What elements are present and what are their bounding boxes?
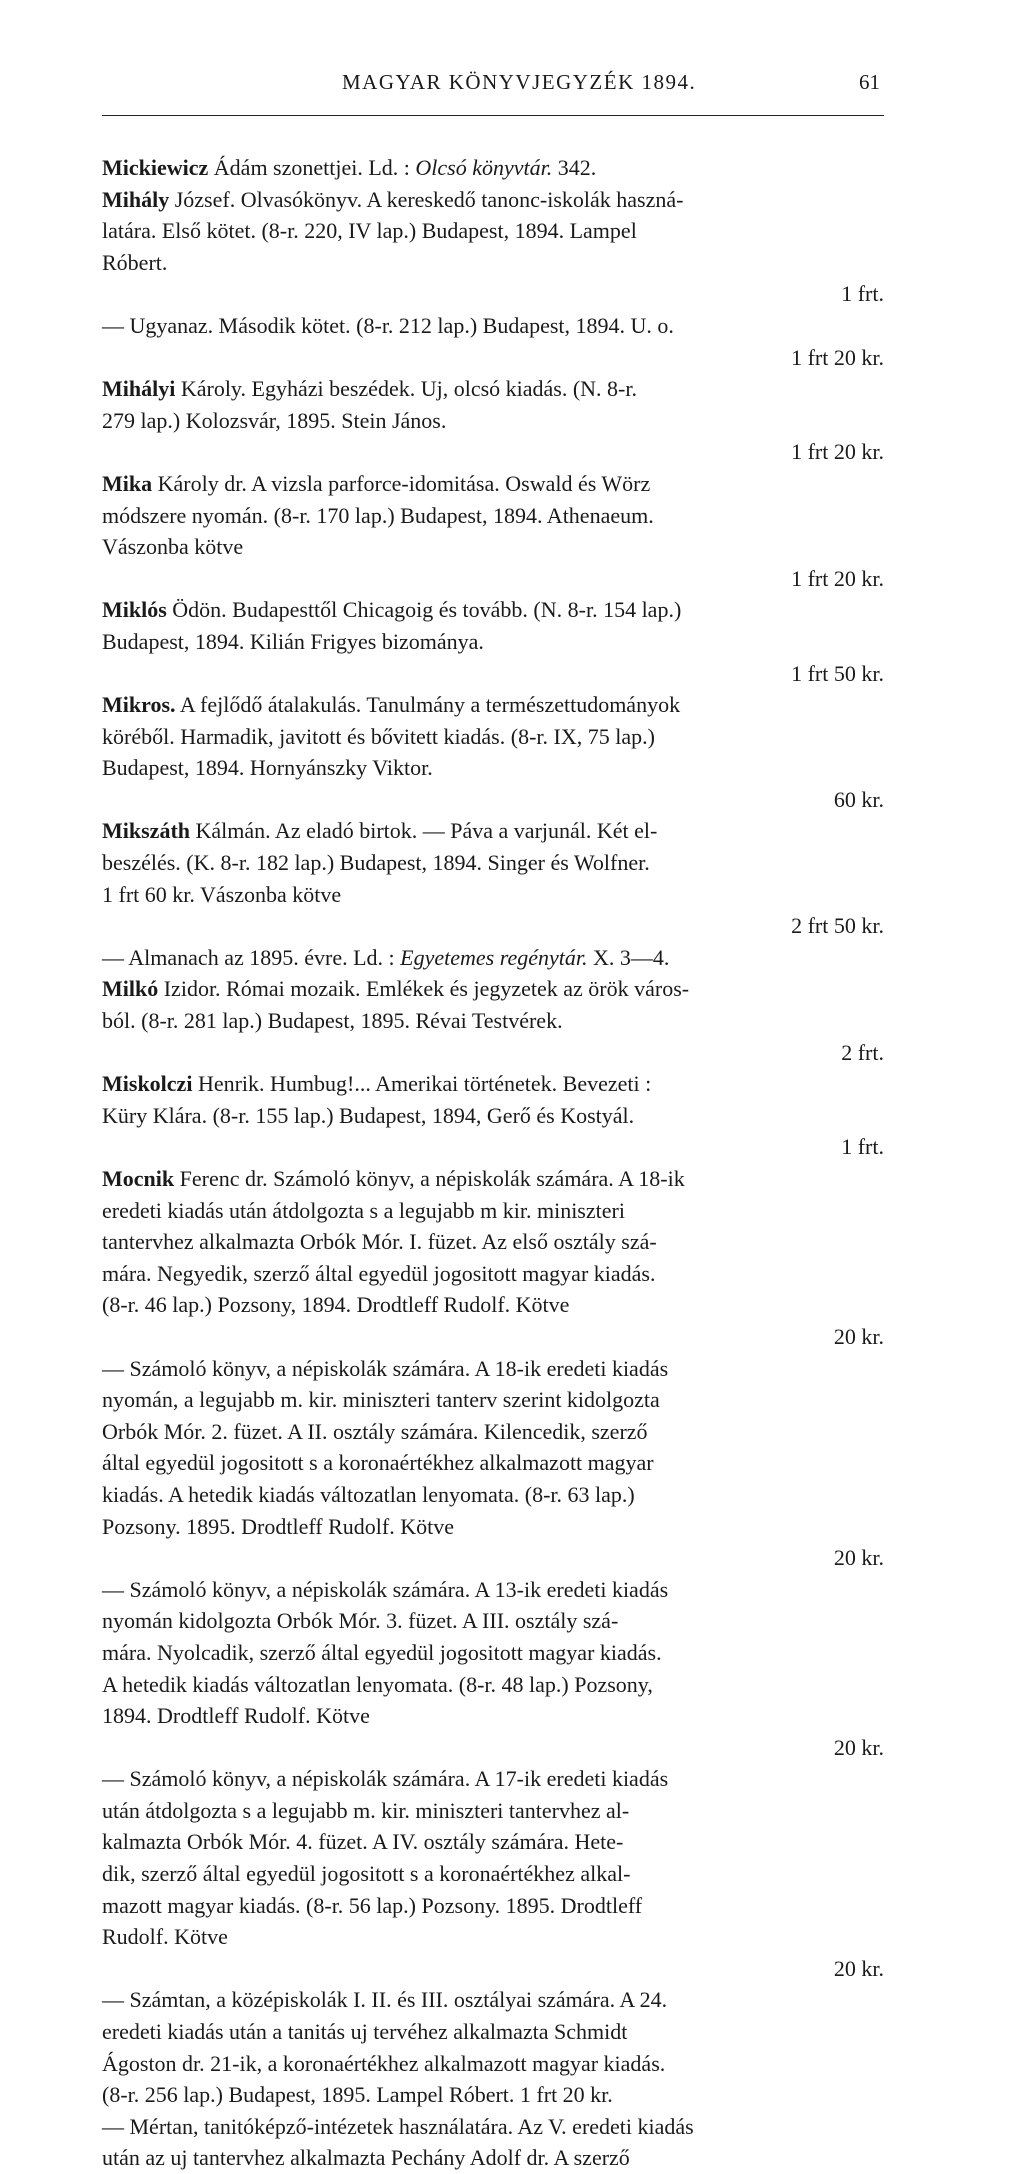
author-name: Mocnik [102,1166,175,1191]
entry-text: nyomán kidolgozta Orbók Mór. 3. füzet. A III. osztály szá- [102,1608,619,1634]
page [102,70,884,2174]
entry-line [102,1100,884,1132]
bibliography-entry [102,184,884,310]
entry-text: — Számoló könyv, a népiskolák számára. A 18-ik eredeti kiadás [102,1355,669,1381]
entry-text: Henrik. Humbug!... Amerikai történetek. Bevezeti : [192,1071,652,1097]
bibliography-entry [102,1763,884,1984]
bibliography-entry [102,1984,884,2110]
entry-line [142,342,884,374]
entry-line [142,563,884,595]
author-name: Miskolczi [102,1071,193,1097]
entry-text: A fejlődő átalakulás. Tanulmány a természettudományok [175,692,681,718]
entry-line [102,2142,884,2174]
entry-text: (8-r. 256 lap.) Budapest, 1895. Lampel Róbert. 1 frt 20 kr. [102,2082,613,2108]
entry-line [102,1258,884,1290]
entry-line [102,1353,884,1385]
entry-line [102,1669,884,1701]
entry-text: eredeti kiadás után a tanitás uj tervéhez alkalmazta Schmidt [102,2019,628,2045]
entry-line [102,1890,884,1922]
entry-line [102,1416,884,1448]
entry-text: Ágoston dr. 21-ik, a koronaértékhez alkalmazott magyar kiadás. [102,2050,666,2076]
bibliography-entry [102,1574,884,1764]
entry-line [102,500,884,532]
header-rule [102,115,884,116]
entry-text: — Számoló könyv, a népiskolák számára. A 17-ik eredeti kiadás [102,1766,669,1792]
entry-line [142,784,884,816]
entry-text: Róbert. [102,249,168,275]
entry-text: Károly. Egyházi beszédek. Uj, olcsó kiadás. (N. 8-r. [175,376,637,402]
entry-text: kiadás. A hetedik kiadás változatlan lenyomata. (8-r. 63 lap.) [102,1481,635,1507]
entry-text: — Ugyanaz. Második kötet. (8-r. 212 lap.) Budapest, 1894. U. o. [102,312,674,338]
entry-text: Rudolf. Kötve [102,1924,228,1950]
entry-text: — Számtan, a középiskolák I. II. és III. osztályai számára. A 24. [102,1987,668,2013]
entry-line [102,594,884,626]
bibliography-entry [102,1163,884,1353]
entry-text: mára. Nyolcadik, szerző által egyedül jogositott magyar kiadás. [102,1639,662,1665]
entry-text: Küry Klára. (8-r. 155 lap.) Budapest, 1894, Gerő és Kostyál. [102,1102,635,1128]
entry-text: Kálmán. Az eladó birtok. — Páva a varjunál. Két el- [190,818,658,844]
entry-line [102,1511,884,1543]
entry-line [102,1384,884,1416]
entry-line [102,847,884,879]
author-name: Mika [102,470,153,496]
entry-line [142,1542,884,1574]
entry-text: után az uj tantervhez alkalmazta Pechány Adolf dr. A szerző [102,2145,630,2171]
entry-text: — Almanach az 1895. évre. Ld. : [102,944,401,970]
entry-line [102,1479,884,1511]
entry-line [102,1068,884,1100]
entry-text: Ádám szonettjei. Ld. : [208,155,416,180]
author-name: Mickiewicz [102,155,209,180]
author-name: Mikros. [102,692,176,718]
entry-text: eredeti kiadás után átdolgozta s a legujabb m kir. miniszteri [102,1197,625,1223]
entry-text: ból. (8-r. 281 lap.) Budapest, 1895. Révai Testvérek. [102,1008,563,1034]
entry-line [102,879,884,911]
entry-text: 1 frt 50 kr. [791,660,884,686]
entry-text: X. 3—4. [587,944,670,970]
author-name: Mihályi [102,376,176,402]
page-number: 61 [859,70,880,94]
entry-line [102,1163,884,1195]
entry-line [102,1605,884,1637]
entry-line [102,626,884,658]
entry-line [102,1226,884,1258]
entry-text: mára. Negyedik, szerző által egyedül jogositott magyar kiadás. [102,1260,656,1286]
entry-text: Vászonba kötve [102,534,244,560]
entry-line [102,310,884,342]
author-name: Miklós [102,597,167,623]
entry-line [102,468,884,500]
entry-text: Pozsony. 1895. Drodtleff Rudolf. Kötve [102,1513,454,1539]
entry-text: 1 frt 20 kr. [791,439,884,465]
entry-line [142,436,884,468]
entry-line [142,910,884,942]
entry-line [102,152,884,184]
entry-text: — Számoló könyv, a népiskolák számára. A 13-ik eredeti kiadás [102,1576,669,1602]
bibliography-entry [102,468,884,594]
bibliography-entry [102,815,884,941]
entry-line [102,1005,884,1037]
author-name: Milkó [102,976,159,1002]
entry-line [102,1447,884,1479]
entry-line [102,1826,884,1858]
entry-text: Ödön. Budapesttől Chicagoig és tovább. (N. 8-r. 154 lap.) [166,597,682,623]
entry-line [142,1321,884,1353]
bibliography-entry [102,152,884,184]
author-name: Mikszáth [102,818,190,844]
entry-text: 20 kr. [833,1734,884,1760]
entry-line [102,2048,884,2080]
entry-text: mazott magyar kiadás. (8-r. 56 lap.) Pozsony. 1895. Drodtleff [102,1892,643,1918]
entry-line [102,1921,884,1953]
entry-line [142,278,884,310]
entry-line [102,373,884,405]
entry-line [102,247,884,279]
entry-line [102,689,884,721]
bibliography-entry [102,1353,884,1574]
entry-line [142,1131,884,1163]
entry-line [102,1700,884,1732]
entry-line [142,1953,884,1985]
entry-text: beszélés. (K. 8-r. 182 lap.) Budapest, 1894. Singer és Wolfner. [102,850,650,876]
entry-text: dik, szerző által egyedül jogositott s a koronaértékhez alkal- [102,1861,631,1887]
entry-text: 1 frt. [841,1134,884,1160]
bibliography-entry [102,373,884,468]
entry-text: 20 kr. [833,1545,884,1571]
entry-line [102,2111,884,2143]
entry-text: (8-r. 46 lap.) Pozsony, 1894. Drodtleff Rudolf. Kötve [102,1292,570,1318]
bibliography-entry [102,310,884,373]
entry-line [142,1732,884,1764]
entry-text: Budapest, 1894. Hornyánszky Viktor. [102,755,433,781]
entry-line [102,1195,884,1227]
entry-text: 1 frt 20 kr. [791,344,884,370]
bibliography-entry [102,2111,884,2174]
entry-line [102,752,884,784]
entry-text: 342. [552,155,597,180]
entry-text: után átdolgozta s a legujabb m. kir. miniszteri tantervhez al- [102,1797,630,1823]
entry-text: módszere nyomán. (8-r. 170 lap.) Budapest, 1894. Athenaeum. [102,502,654,528]
entry-text: 2 frt 50 kr. [791,913,884,939]
entry-line [102,1574,884,1606]
bibliography-entry [102,973,884,1068]
bibliography-entry [102,594,884,689]
author-name: Mihály [102,186,170,212]
entry-line [102,942,884,974]
entry-line [142,1037,884,1069]
entry-text: Ferenc dr. Számoló könyv, a népiskolák számára. A 18-ik [174,1166,685,1191]
entry-line [102,1984,884,2016]
entry-text: nyomán, a legujabb m. kir. miniszteri tanterv szerint kidolgozta [102,1387,660,1413]
entry-text: 1894. Drodtleff Rudolf. Kötve [102,1703,370,1729]
entry-line [102,215,884,247]
entry-text: József. Olvasókönyv. A kereskedő tanonc-iskolák haszná- [169,186,684,212]
entry-text: 1 frt 20 kr. [791,565,884,591]
series-title: Egyetemes regénytár. [400,944,588,970]
bibliography-entry [102,942,884,974]
entry-text: 1 frt. [841,281,884,307]
series-title: Olcsó könyvtár. [415,155,553,180]
entry-line [102,1289,884,1321]
entry-line [102,2016,884,2048]
entry-line [102,184,884,216]
entry-text: Izidor. Római mozaik. Emlékek és jegyzetek az örök város- [158,976,690,1002]
entry-line [102,1795,884,1827]
entry-text: 20 kr. [833,1955,884,1981]
entry-line [102,721,884,753]
entry-line [102,973,884,1005]
entry-line [102,2079,884,2111]
entry-text: 2 frt. [841,1039,884,1065]
bibliography-entry [102,1068,884,1163]
entry-line [102,405,884,437]
bibliography-list [102,152,884,2174]
bibliography-entry [102,689,884,815]
entry-text: 279 lap.) Kolozsvár, 1895. Stein János. [102,407,447,433]
entry-line [102,1763,884,1795]
entry-text: 1 frt 60 kr. Vászonba kötve [102,881,342,907]
entry-text: köréből. Harmadik, javitott és bővitett kiadás. (8-r. IX, 75 lap.) [102,723,655,749]
entry-text: 20 kr. [833,1323,884,1349]
entry-text: által egyedül jogositott s a koronaértékhez alkalmazott magyar [102,1450,654,1476]
entry-text: 60 kr. [833,786,884,812]
entry-text: A hetedik kiadás változatlan lenyomata. (8-r. 48 lap.) Pozsony, [102,1671,653,1697]
running-title: MAGYAR KÖNYVJEGYZÉK 1894. [342,70,697,94]
entry-line [102,815,884,847]
entry-line [102,531,884,563]
running-header [102,70,884,95]
entry-text: Budapest, 1894. Kilián Frigyes bizománya. [102,628,484,654]
entry-line [102,1637,884,1669]
entry-text: — Mértan, tanitóképző-intézetek használatára. Az V. eredeti kiadás [102,2113,694,2139]
entry-text: Károly dr. A vizsla parforce-idomitása. Oswald és Wörz [152,470,651,496]
entry-text: kalmazta Orbók Mór. 4. füzet. A IV. osztály számára. Hete- [102,1829,624,1855]
entry-line [142,658,884,690]
entry-text: tantervhez alkalmazta Orbók Mór. I. füzet. Az első osztály szá- [102,1229,657,1255]
entry-line [102,1858,884,1890]
entry-text: Orbók Mór. 2. füzet. A II. osztály számára. Kilencedik, szerző [102,1418,648,1444]
entry-text: latára. Első kötet. (8-r. 220, IV lap.) Budapest, 1894. Lampel [102,218,637,244]
